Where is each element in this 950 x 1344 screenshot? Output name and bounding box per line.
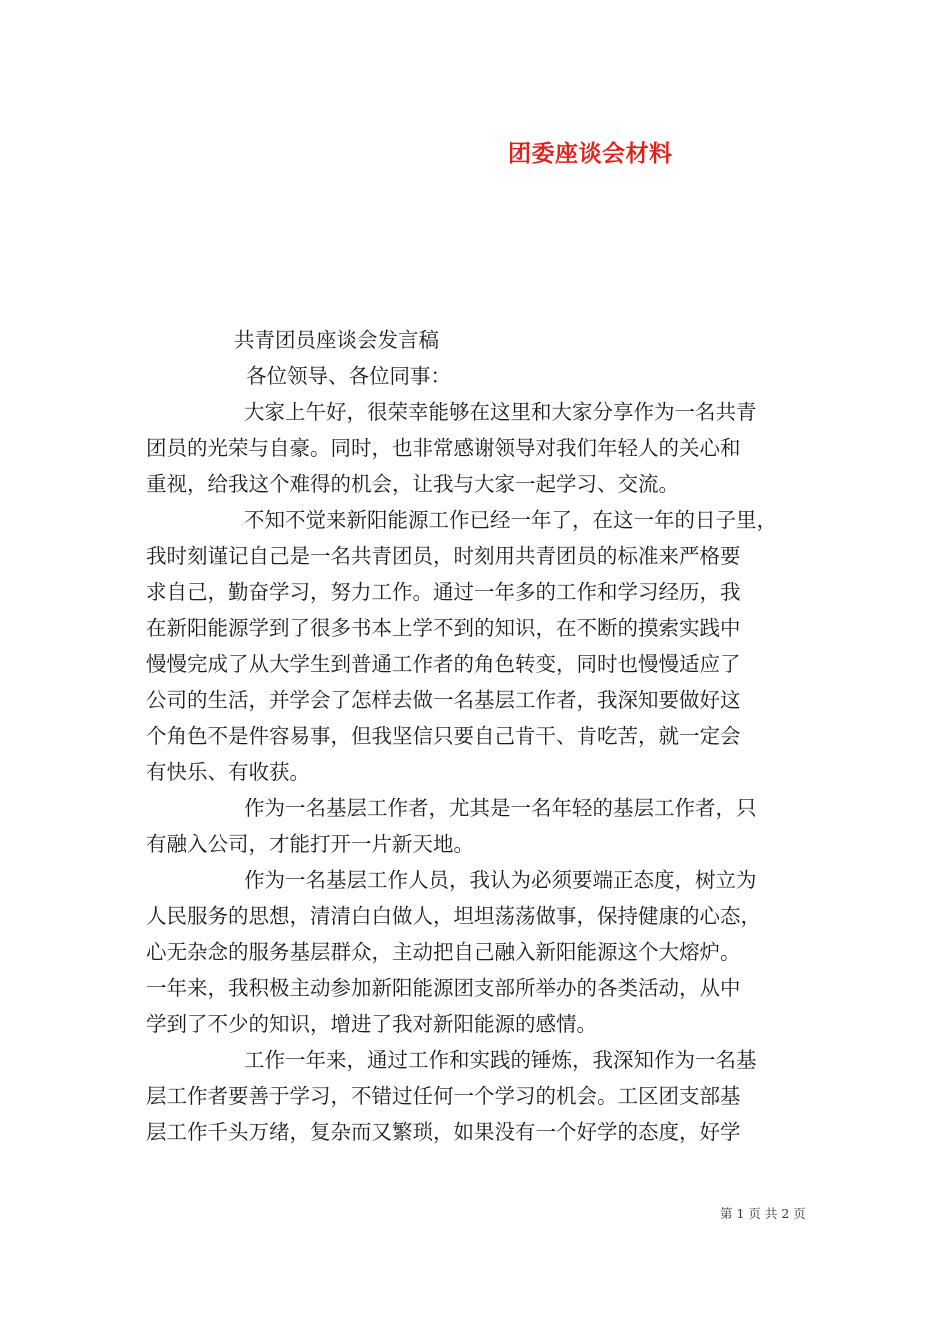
paragraph-line: 有快乐、有收获。	[146, 760, 310, 784]
paragraph-line: 层工作千头万绪，复杂而又繁琐，如果没有一个好学的态度，好学	[146, 1120, 741, 1144]
paragraph-line: 层工作者要善于学习，不错过任何一个学习的机会。工区团支部基	[146, 1084, 741, 1108]
document-body	[146, 322, 846, 1150]
paragraph-line: 团员的光荣与自豪。同时，也非常感谢领导对我们年轻人的关心和	[146, 436, 741, 460]
paragraph-line: 大家上午好，很荣幸能够在这里和大家分享作为一名共青	[244, 400, 757, 424]
paragraph-line: 重视，给我这个难得的机会，让我与大家一起学习、交流。	[146, 472, 679, 496]
document-title: 团委座谈会材料	[508, 140, 673, 167]
paragraph-line: 个角色不是件容易事，但我坚信只要自己肯干、肯吃苦，就一定会	[146, 724, 741, 748]
paragraph-line: 学到了不少的知识，增进了我对新阳能源的感情。	[146, 1012, 597, 1036]
paragraph-line: 作为一名基层工作者，尤其是一名年轻的基层工作者，只	[244, 796, 757, 820]
speech-title: 共青团员座谈会发言稿	[234, 328, 439, 352]
paragraph-line: 作为一名基层工作人员，我认为必须要端正态度，树立为	[244, 868, 757, 892]
salutation: 各位领导、各位同事：	[246, 364, 451, 388]
paragraph-line: 一年来，我积极主动参加新阳能源团支部所举办的各类活动，从中	[146, 976, 741, 1000]
paragraph-line: 公司的生活，并学会了怎样去做一名基层工作者，我深知要做好这	[146, 688, 741, 712]
paragraph-line: 求自己，勤奋学习，努力工作。通过一年多的工作和学习经历，我	[146, 580, 741, 604]
paragraph-line: 不知不觉来新阳能源工作已经一年了，在这一年的日子里，	[244, 508, 777, 532]
paragraph-line: 慢慢完成了从大学生到普通工作者的角色转变，同时也慢慢适应了	[146, 652, 741, 676]
page-number: 第 1 页 共 2 页	[720, 1206, 806, 1221]
paragraph-line: 工作一年来，通过工作和实践的锤炼，我深知作为一名基	[244, 1048, 757, 1072]
paragraph-line: 人民服务的思想，清清白白做人，坦坦荡荡做事，保持健康的心态，	[146, 904, 761, 928]
paragraph-line: 在新阳能源学到了很多书本上学不到的知识，在不断的摸索实践中	[146, 616, 741, 640]
paragraph-line: 我时刻谨记自己是一名共青团员，时刻用共青团员的标准来严格要	[146, 544, 741, 568]
paragraph-line: 有融入公司，才能打开一片新天地。	[146, 832, 474, 856]
paragraph-line: 心无杂念的服务基层群众，主动把自己融入新阳能源这个大熔炉。	[146, 940, 741, 964]
